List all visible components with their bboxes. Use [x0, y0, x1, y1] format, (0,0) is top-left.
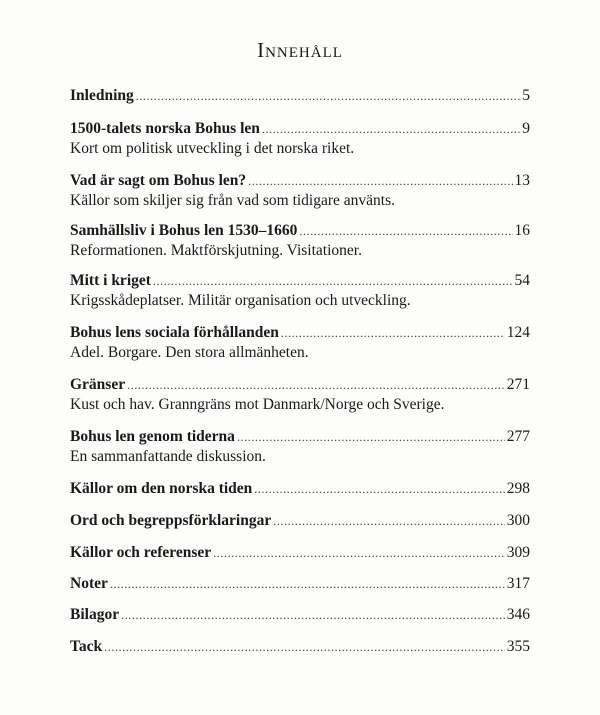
toc-entry-row	[70, 271, 530, 291]
toc-entry-row	[70, 86, 530, 106]
toc-entry[interactable]	[70, 221, 530, 261]
toc-entry-title: Tack	[70, 638, 103, 655]
toc-entry-title: Gränser	[70, 376, 126, 393]
toc-entry-title: Källor och referenser	[70, 544, 212, 561]
toc-entry-page: 346	[506, 606, 530, 623]
toc-entry-title: Mitt i kriget	[70, 272, 151, 289]
toc-entry[interactable]	[70, 375, 530, 415]
toc-entry-title: 1500-talets norska Bohus len	[70, 120, 260, 137]
toc-entry-page: 13	[514, 172, 530, 189]
toc-entry-page: 9	[522, 120, 530, 137]
toc-entry-row	[70, 171, 530, 191]
toc-entry-page: 124	[506, 324, 530, 341]
page-title: Innehåll	[257, 38, 343, 62]
toc-entry-description: Adel. Borgare. Den stora allmänheten.	[70, 344, 309, 361]
dot-leader	[299, 221, 512, 241]
toc-entry-row	[70, 479, 530, 499]
toc-entry-description: Kust och hav. Granngräns mot Danmark/Norge och Sverige.	[70, 396, 445, 413]
dot-leader	[281, 323, 505, 343]
dot-leader	[127, 375, 505, 395]
dot-leader	[136, 86, 520, 106]
dot-leader	[248, 171, 512, 191]
dot-leader	[110, 574, 505, 594]
toc-entry-row	[70, 375, 530, 395]
toc-entry-title: Källor om den norska tiden	[70, 480, 253, 497]
toc-entry[interactable]	[70, 271, 530, 311]
dot-leader	[153, 271, 513, 291]
dot-leader	[262, 119, 520, 139]
toc-entry-title: Vad är sagt om Bohus len?	[70, 172, 247, 189]
toc-entry[interactable]	[70, 479, 530, 499]
dot-leader	[213, 543, 505, 563]
toc-entry-title: Bohus lens sociala förhållanden	[70, 324, 279, 341]
toc-entry-title: Bohus len genom tiderna	[70, 428, 235, 445]
toc-entry-title: Ord och begreppsförklaringar	[70, 512, 272, 529]
toc-entry-page: 309	[506, 544, 530, 561]
toc-entry[interactable]	[70, 543, 530, 563]
toc-entry-row	[70, 119, 530, 139]
dot-leader	[273, 511, 505, 531]
toc-entry-row	[70, 543, 530, 563]
toc-entry-page: 277	[506, 428, 530, 445]
dot-leader	[121, 605, 505, 625]
toc-entry-row	[70, 637, 530, 657]
toc-entry-description: Krigsskådeplatser. Militär organisation och utveckling.	[70, 292, 411, 309]
toc-entry-description: Källor som skiljer sig från vad som tidigare använts.	[70, 192, 396, 209]
toc-entry[interactable]	[70, 323, 530, 363]
toc-entry-description: Reformationen. Maktförskjutning. Visitationer.	[70, 242, 362, 259]
toc-entry-row	[70, 221, 530, 241]
dot-leader	[254, 479, 504, 499]
dot-leader	[237, 427, 505, 447]
toc-entry-page: 54	[514, 272, 530, 289]
toc-entry[interactable]	[70, 119, 530, 159]
toc-entry-page: 271	[506, 376, 530, 393]
toc-entry-row	[70, 323, 530, 343]
toc-entry-page: 5	[522, 87, 530, 104]
toc-entry[interactable]	[70, 637, 530, 657]
toc-entry-description: En sammanfattande diskussion.	[70, 448, 266, 465]
toc-entry[interactable]	[70, 171, 530, 211]
toc-entry-title: Samhällsliv i Bohus len 1530–1660	[70, 222, 298, 239]
toc-entry-row	[70, 511, 530, 531]
toc-entry[interactable]	[70, 427, 530, 467]
toc-entry-page: 317	[506, 575, 530, 592]
toc-entry-page: 16	[514, 222, 530, 239]
toc-entry[interactable]	[70, 605, 530, 625]
toc-entry-title: Noter	[70, 575, 108, 592]
toc-entry-title: Inledning	[70, 87, 134, 104]
toc-entry-page: 298	[506, 480, 530, 497]
toc-entry-row	[70, 605, 530, 625]
toc-entry-row	[70, 574, 530, 594]
toc-entry[interactable]	[70, 574, 530, 594]
toc-entry[interactable]	[70, 511, 530, 531]
toc-entry-title: Bilagor	[70, 606, 120, 623]
toc-entry-description: Kort om politisk utveckling i det norska riket.	[70, 140, 355, 157]
toc-entry-page: 300	[506, 512, 530, 529]
dot-leader	[104, 637, 505, 657]
toc-entry-row	[70, 427, 530, 447]
toc-entry-page: 355	[506, 638, 530, 655]
toc-entry[interactable]	[70, 86, 530, 106]
